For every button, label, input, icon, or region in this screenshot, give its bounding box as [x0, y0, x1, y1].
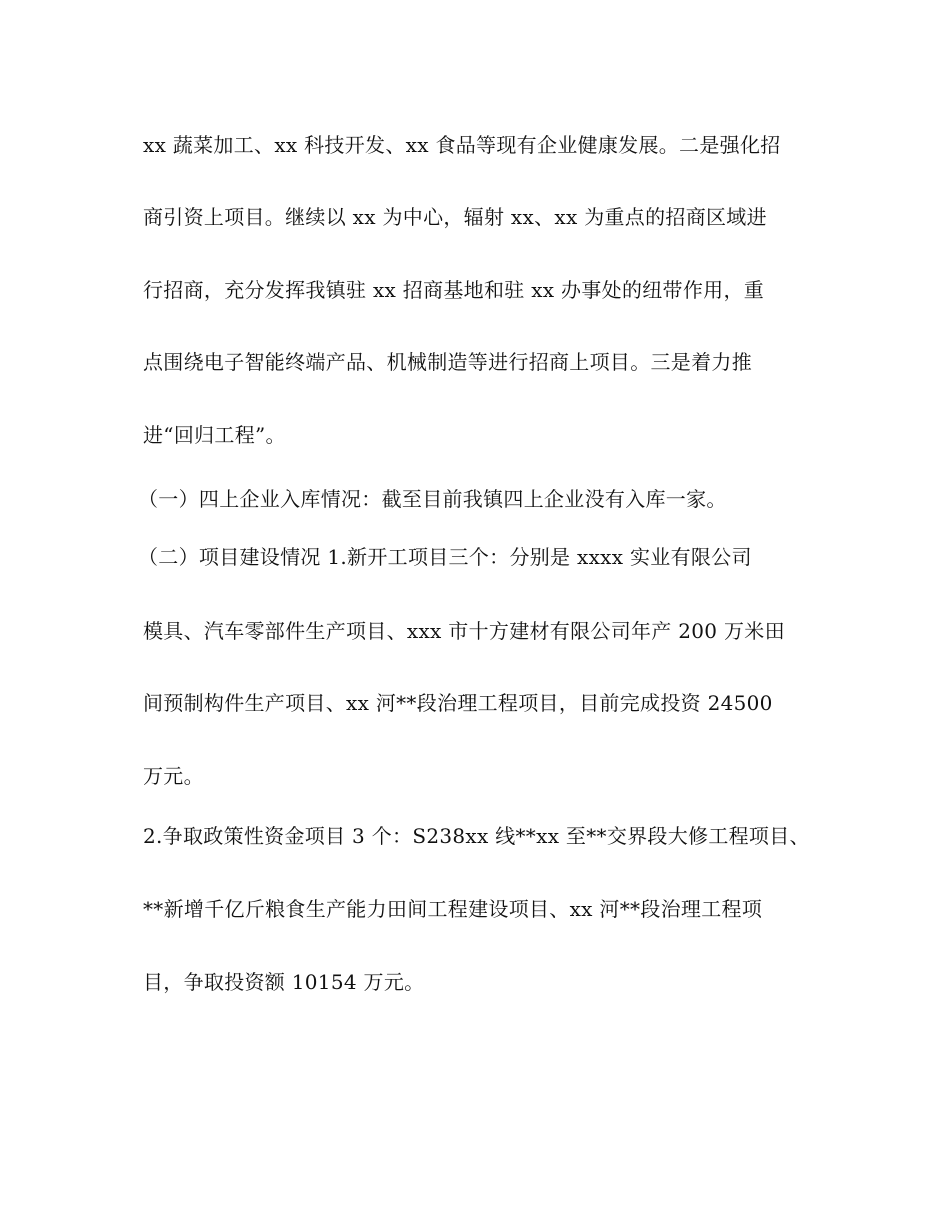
paragraph-line: **新增千亿斤粮食生产能力田间工程建设项目、xx 河**段治理工程项 — [143, 897, 763, 921]
paragraph-line: 模具、汽车零部件生产项目、xxx 市十方建材有限公司年产 200 万米田 — [143, 619, 785, 643]
paragraph-line: 目，争取投资额 10154 万元。 — [143, 970, 425, 994]
list-item-policy-funding: 2.争取政策性资金项目 3 个：S238xx 线**xx 至**交界段大修工程项目、 — [143, 824, 810, 848]
paragraph-line: 点围绕电子智能终端产品、机械制造等进行招商上项目。三是着力推 — [143, 350, 752, 374]
paragraph-line: 间预制构件生产项目、xx 河**段治理工程项目，目前完成投资 24500 — [143, 691, 773, 715]
section-heading-project-construction: （二）项目建设情况 1.新开工项目三个：分别是 xxxx 实业有限公司 — [138, 545, 752, 569]
paragraph-line: xx 蔬菜加工、xx 科技开发、xx 食品等现有企业健康发展。二是强化招 — [143, 133, 781, 157]
paragraph-line: 行招商，充分发挥我镇驻 xx 招商基地和驻 xx 办事处的纽带作用，重 — [143, 278, 765, 302]
paragraph-line: 进“回归工程”。 — [143, 423, 286, 447]
paragraph-line: 商引资上项目。继续以 xx 为中心，辐射 xx、xx 为重点的招商区域进 — [143, 205, 767, 229]
section-heading-enterprise-storage: （一）四上企业入库情况：截至目前我镇四上企业没有入库一家。 — [138, 487, 727, 511]
paragraph-line: 万元。 — [143, 764, 204, 788]
